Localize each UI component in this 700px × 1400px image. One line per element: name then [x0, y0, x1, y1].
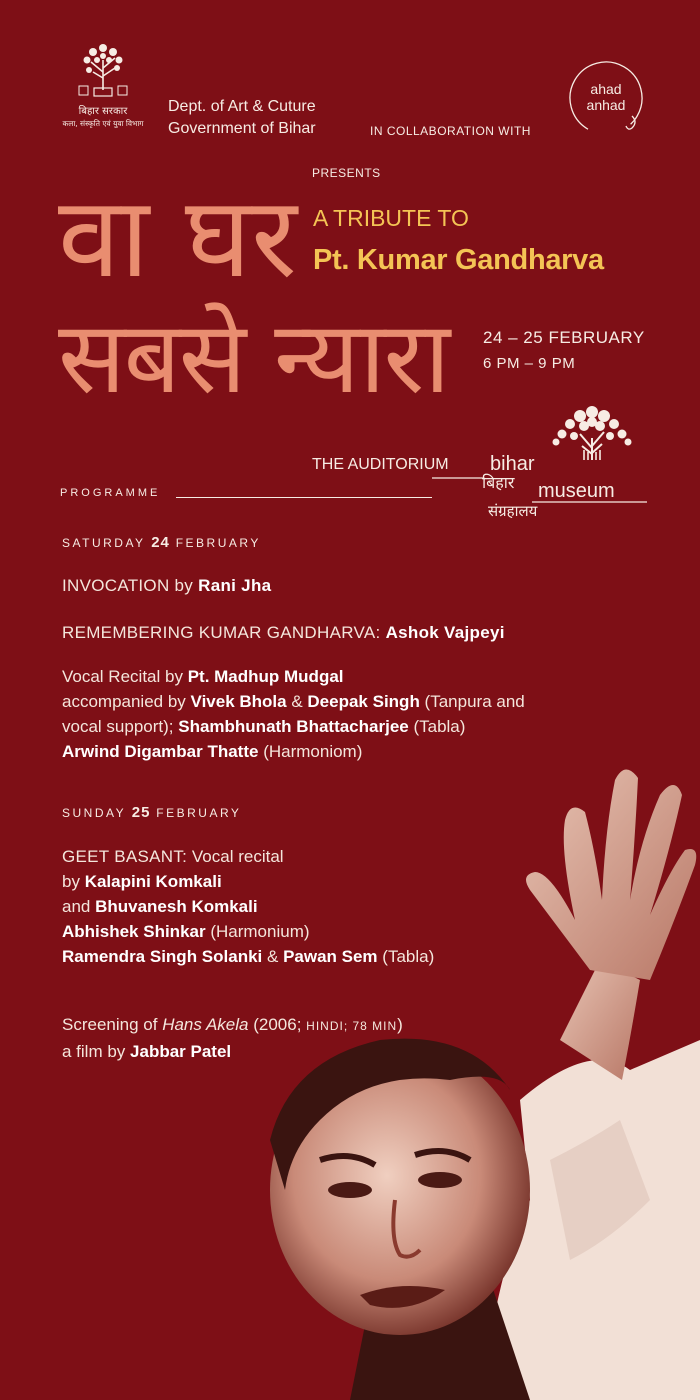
film-by: a film by — [62, 1042, 131, 1061]
accompaniment-line — [62, 689, 525, 714]
invocation-prefix: INVOCATION by — [62, 576, 199, 595]
tribute-to: A TRIBUTE TO — [313, 205, 469, 231]
day2-prefix: SUNDAY — [62, 806, 132, 820]
day2-num: 25 — [131, 804, 151, 821]
govt-bihar-logo — [48, 38, 158, 129]
geet-performer-2: Bhuvanesh Komkali — [95, 897, 258, 916]
dept-line2: Government of Bihar — [168, 120, 316, 137]
day1-prefix: SATURDAY — [62, 536, 152, 550]
invocation-line — [62, 573, 271, 598]
day2-tabla-performer-1: Ramendra Singh Solanki — [62, 947, 263, 966]
govt-logo-line1: बिहार सरकार — [78, 106, 128, 117]
dept-line1: Dept. of Art & Cuture — [168, 98, 316, 115]
recital-line — [62, 664, 525, 689]
day2-heading — [62, 804, 241, 821]
venue: THE AUDITORIUM — [312, 456, 449, 473]
day1-num: 24 — [151, 534, 170, 551]
film-title: Hans Akela — [162, 1015, 249, 1034]
geet-by-line — [62, 869, 434, 894]
ahad-logo-line1: ahad — [590, 81, 622, 97]
museum-hi-top: बिहार — [482, 473, 515, 492]
screening-block — [62, 1012, 403, 1064]
tabla-performer: Shambhunath Bhattacharjee — [178, 717, 409, 736]
govt-logo-line2: कला, संस्कृति एवं युवा विभाग — [62, 119, 144, 128]
acc-amp: & — [286, 692, 308, 711]
day1-heading — [62, 534, 261, 551]
geet-and: and — [62, 897, 96, 916]
day1-suffix: FEBRUARY — [169, 536, 261, 550]
hindi-title-line2: सबसे न्यारा — [58, 299, 449, 416]
ahad-anhad-logo — [566, 58, 646, 138]
day2-tabla-role: (Tabla) — [377, 947, 435, 966]
film-meta: HINDI; 78 MIN — [306, 1019, 398, 1033]
acc-role: (Tanpura and — [419, 692, 525, 711]
geet-and-line — [62, 894, 434, 919]
screening-prefix: Screening of — [62, 1015, 163, 1034]
day2-harmonium-role: (Harmonium) — [205, 922, 310, 941]
remembering-prefix: REMEMBERING KUMAR GANDHARVA: — [62, 623, 386, 642]
day2-harmonium-performer: Abhishek Shinkar — [62, 922, 206, 941]
acc-prefix: accompanied by — [62, 692, 191, 711]
geet-line — [62, 844, 434, 869]
bihar-museum-logo — [432, 398, 662, 518]
museum-tree-icon — [553, 406, 632, 460]
day2-suffix: FEBRUARY — [150, 806, 242, 820]
recital-performer: Pt. Madhup Mudgal — [187, 667, 344, 686]
recital-prefix: Vocal Recital by — [62, 667, 188, 686]
invocation-performer: Rani Jha — [198, 576, 272, 595]
programme-divider — [176, 497, 432, 498]
geet-title: GEET BASANT: — [62, 847, 188, 866]
museum-hi-bottom: संग्रहालय — [488, 502, 538, 518]
day2-tabla-line — [62, 944, 434, 969]
film-by-line — [62, 1039, 403, 1064]
geet-basant-block — [62, 844, 434, 969]
remembering-line — [62, 620, 505, 645]
geet-performer-1: Kalapini Komkali — [84, 872, 222, 891]
performer-photo — [230, 740, 700, 1400]
tabla-role: (Tabla) — [408, 717, 466, 736]
acc-performer-1: Vivek Bhola — [190, 692, 287, 711]
tree-emblem-icon — [73, 38, 133, 98]
collab-text: IN COLLABORATION WITH — [370, 124, 531, 138]
tabla-line — [62, 714, 525, 739]
ahad-logo-line2: anhad — [586, 97, 626, 113]
day2-tabla-performer-2: Pawan Sem — [283, 947, 378, 966]
film-meta-pre: (2006; — [248, 1015, 307, 1034]
film-meta-post: ) — [397, 1015, 403, 1034]
day2-tabla-amp: & — [262, 947, 284, 966]
acc-role-2: vocal support); — [62, 717, 179, 736]
presents-text: PRESENTS — [312, 166, 381, 180]
event-times: 6 PM – 9 PM — [483, 355, 576, 372]
remembering-speaker: Ashok Vajpeyi — [385, 623, 505, 642]
programme-label: PROGRAMME — [60, 487, 161, 499]
acc-performer-2: Deepak Singh — [307, 692, 420, 711]
day2-harmonium-line — [62, 919, 434, 944]
geet-by: by — [62, 872, 85, 891]
event-dates: 24 – 25 FEBRUARY — [483, 328, 645, 347]
screening-line — [62, 1012, 403, 1039]
department-name — [168, 96, 316, 140]
film-director: Jabbar Patel — [130, 1042, 232, 1061]
hindi-title-line1: वा घर — [58, 173, 297, 303]
museum-en-bottom: museum — [538, 480, 615, 502]
museum-en-top: bihar — [490, 453, 535, 475]
harmonium-performer: Arwind Digambar Thatte — [62, 742, 259, 761]
harmonium-role: (Harmoniom) — [258, 742, 363, 761]
tribute-name: Pt. Kumar Gandharva — [313, 244, 604, 276]
geet-post: Vocal recital — [187, 847, 284, 866]
